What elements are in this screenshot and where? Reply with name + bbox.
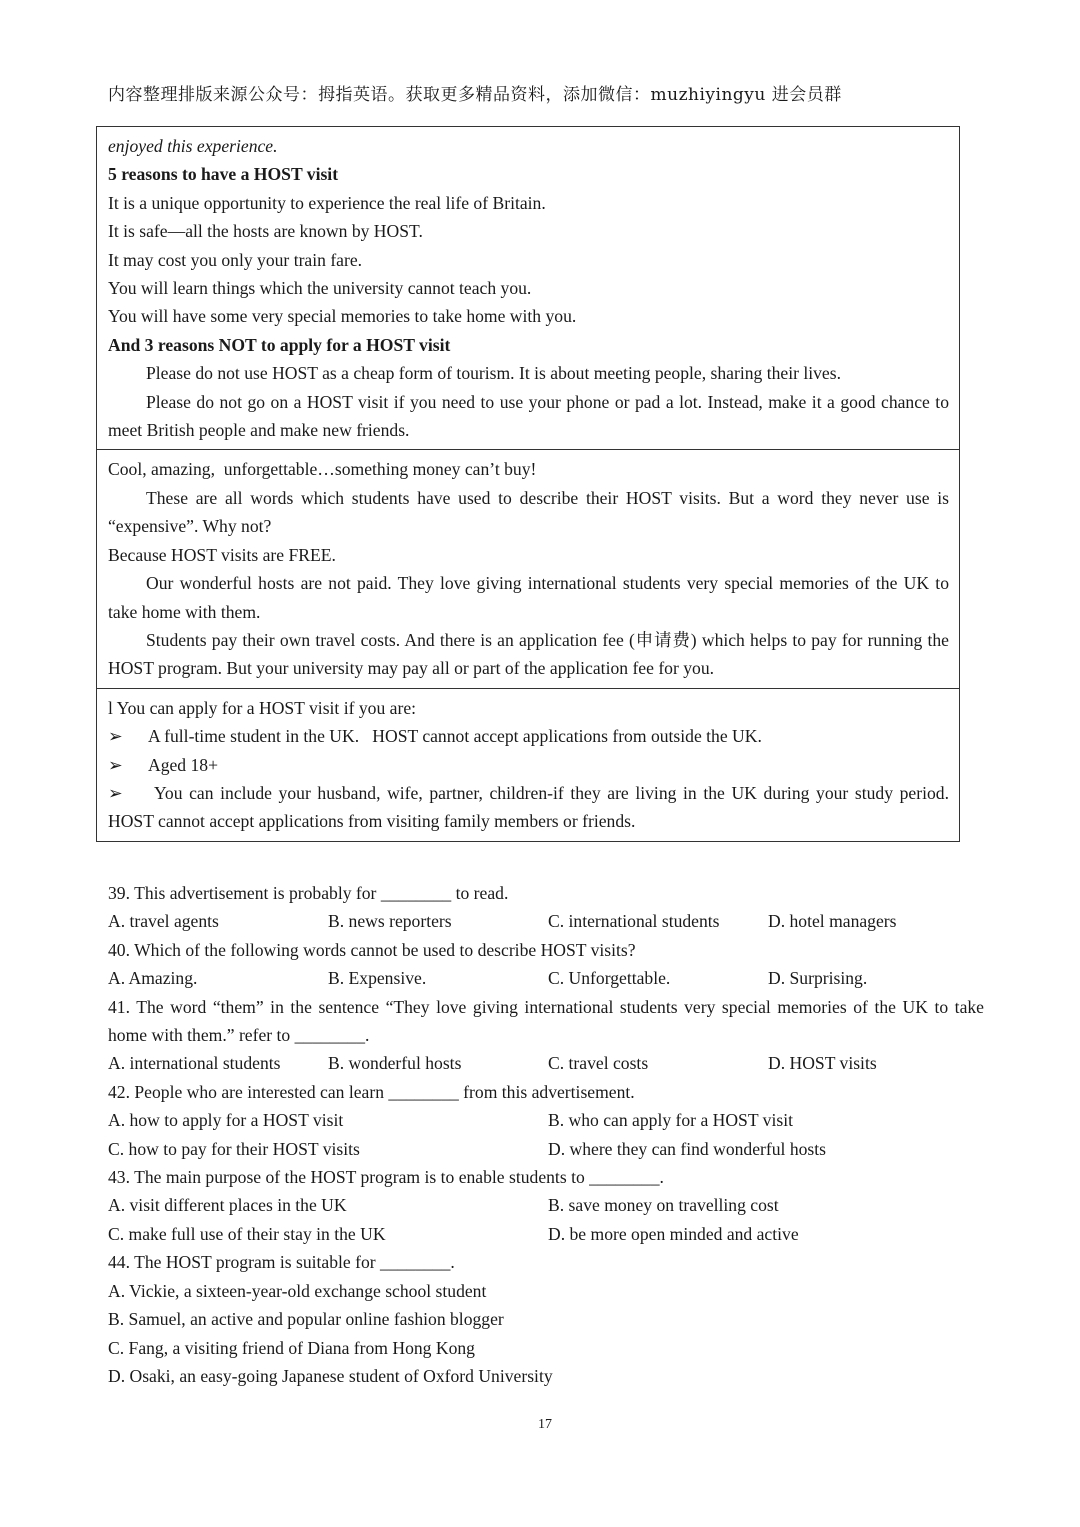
- free-section: [97, 449, 959, 687]
- reason-item: It may cost you only your train fare.: [108, 249, 363, 270]
- question-stem: 39. This advertisement is probably for ________ to read.: [108, 883, 509, 903]
- reason-item: You will have some very special memories to take home with you.: [108, 306, 577, 327]
- question-43: [108, 1163, 988, 1248]
- option: D. hotel managers: [768, 911, 897, 932]
- reason-item: It is safe—all the hosts are known by HOST.: [108, 221, 423, 242]
- not-reason-paragraph: Please do not go on a HOST visit if you need to use your phone or pad a lot. Instead, make it a good chance to meet British people and make new friends.: [108, 391, 949, 441]
- bullet-arrow-icon: ➢: [108, 726, 123, 747]
- option: B. Samuel, an active and popular online fashion blogger: [108, 1309, 504, 1330]
- reasons-section: [97, 127, 959, 449]
- option: A. Amazing.: [108, 968, 198, 989]
- eligibility-intro: l You can apply for a HOST visit if you are:: [108, 697, 417, 718]
- option: C. international students: [548, 911, 720, 932]
- page-header: 内容整理排版来源公众号：拇指英语。获取更多精品资料，添加微信：muzhiyingyu 进会员群: [108, 85, 842, 105]
- question-stem: 41. The word “them” in the sentence “They love giving international students very special memories of the UK to take home with them.” refer to ________.: [108, 996, 984, 1046]
- question-stem: 44. The HOST program is suitable for ________.: [108, 1252, 455, 1273]
- option: C. Fang, a visiting friend of Diana from Hong Kong: [108, 1337, 475, 1358]
- eligibility-item: ➢ Aged 18+: [108, 751, 949, 779]
- option: C. make full use of their stay in the UK: [108, 1223, 386, 1244]
- option: C. travel costs: [548, 1053, 649, 1074]
- eligibility-item: ➢ You can include your husband, wife, partner, children-if they are living in the UK during your study period. HOST cannot accept applications from visiting family members or friends.: [108, 779, 949, 836]
- option: A. how to apply for a HOST visit: [108, 1110, 344, 1131]
- option: A. travel agents: [108, 911, 219, 932]
- paragraph: These are all words which students have used to describe their HOST visits. But a word they never use is “expensive”. Why not?: [108, 487, 949, 537]
- option: D. be more open minded and active: [548, 1223, 799, 1244]
- slogan: Cool, amazing, unforgettable…something money can’t buy!: [108, 459, 537, 480]
- paragraph: Because HOST visits are FREE.: [108, 544, 336, 565]
- option: A. Vickie, a sixteen-year-old exchange school student: [108, 1280, 487, 1301]
- option: A. visit different places in the UK: [108, 1195, 347, 1216]
- option: C. how to pay for their HOST visits: [108, 1138, 360, 1159]
- question-40: [108, 936, 988, 993]
- option: D. Surprising.: [768, 968, 868, 989]
- option: B. save money on travelling cost: [548, 1195, 779, 1216]
- question-41: [108, 993, 988, 1078]
- option: D. Osaki, an easy-going Japanese student of Oxford University: [108, 1365, 553, 1386]
- bullet-arrow-icon: ➢: [108, 754, 123, 775]
- eligibility-section: [97, 688, 959, 841]
- question-39: [108, 879, 988, 936]
- paragraph: Our wonderful hosts are not paid. They love giving international students very special memories of the UK to take home with them.: [108, 573, 949, 622]
- question-stem: 42. People who are interested can learn ________ from this advertisement.: [108, 1081, 635, 1102]
- bullet-arrow-icon: ➢: [108, 782, 123, 803]
- question-stem: 43. The main purpose of the HOST program is to enable students to ________.: [108, 1167, 664, 1188]
- option: A. international students: [108, 1053, 281, 1074]
- questions: [108, 879, 988, 1390]
- reason-item: You will learn things which the university cannot teach you.: [108, 278, 532, 299]
- eligibility-item: ➢ A full-time student in the UK. HOST cannot accept applications from outside the UK.: [108, 722, 949, 750]
- question-42: [108, 1078, 988, 1163]
- reasons-title: 5 reasons to have a HOST visit: [108, 164, 339, 185]
- option: B. who can apply for a HOST visit: [548, 1110, 793, 1131]
- option: C. Unforgettable.: [548, 968, 671, 989]
- lead-text: enjoyed this experience.: [108, 136, 278, 156]
- option: B. news reporters: [328, 911, 452, 932]
- not-reason-paragraph: Please do not use HOST as a cheap form of tourism. It is about meeting people, sharing their lives.: [146, 363, 841, 384]
- page-number: 17: [538, 1417, 552, 1432]
- option: D. HOST visits: [768, 1053, 877, 1074]
- paragraph: Students pay their own travel costs. And there is an application fee (申请费) which helps to pay for running the HOST program. But your university may pay all or part of the application fee for you.: [108, 629, 949, 679]
- option: B. Expensive.: [328, 968, 427, 989]
- question-stem: 40. Which of the following words cannot be used to describe HOST visits?: [108, 939, 636, 960]
- question-44: [108, 1248, 988, 1390]
- reason-item: It is a unique opportunity to experience the real life of Britain.: [108, 192, 546, 213]
- option: D. where they can find wonderful hosts: [548, 1138, 827, 1159]
- option: B. wonderful hosts: [328, 1053, 462, 1074]
- advertisement-box: [96, 126, 960, 842]
- not-reasons-title: And 3 reasons NOT to apply for a HOST visit: [108, 334, 451, 355]
